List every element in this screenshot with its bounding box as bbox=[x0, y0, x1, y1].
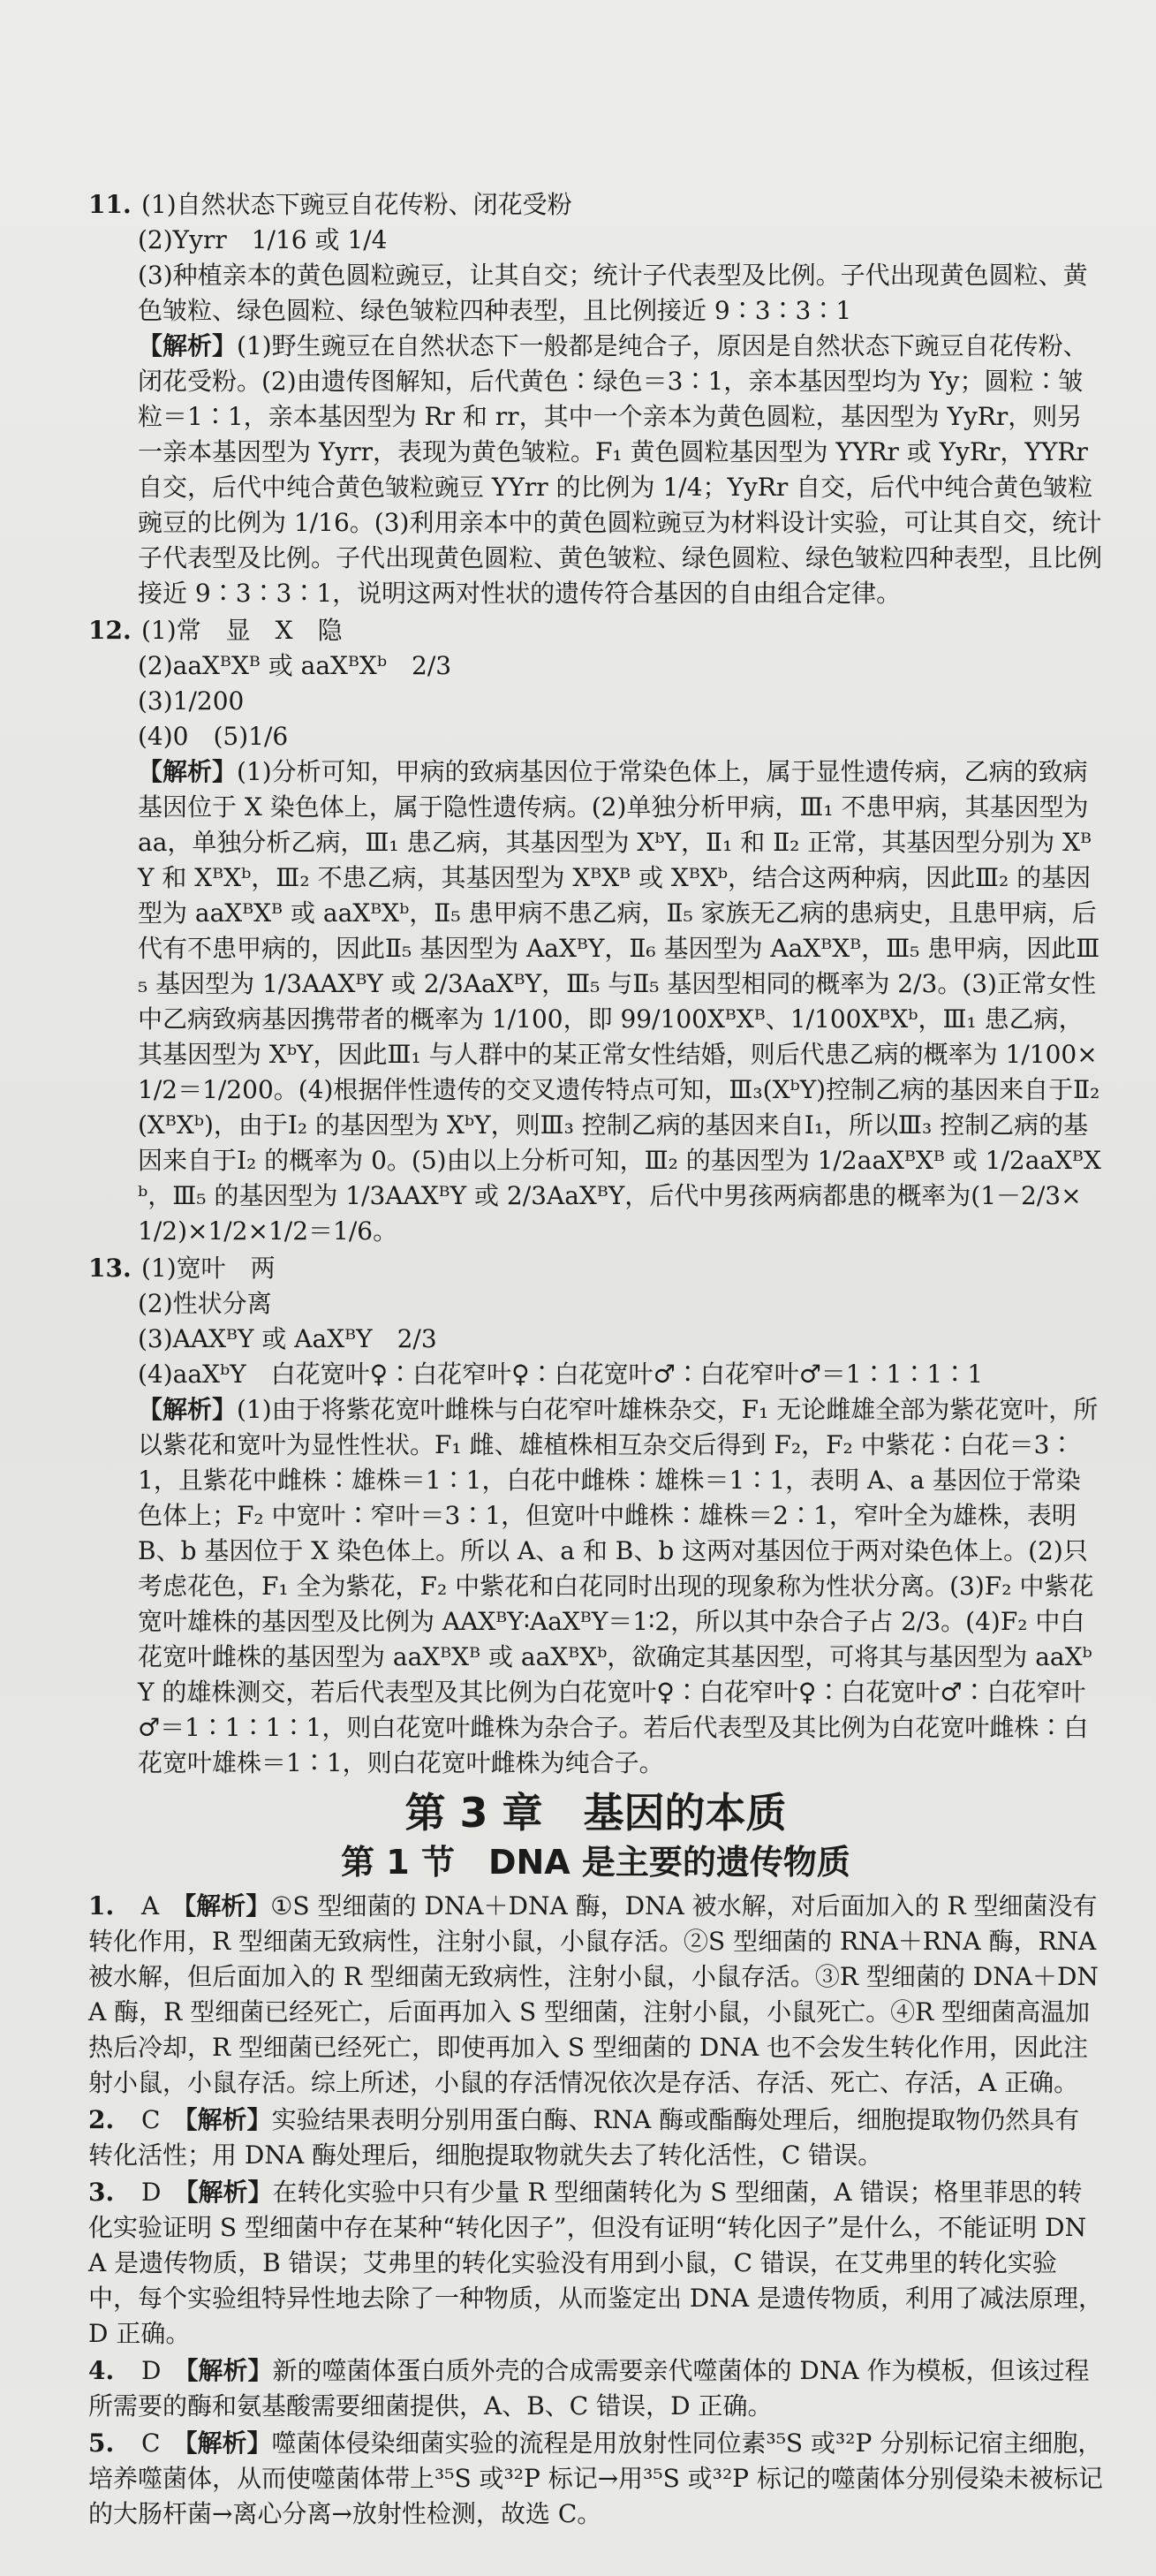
answer-part-1: (1)宽叶 两 bbox=[141, 1254, 276, 1283]
answer-part-2: (2)Yyrr 1/16 或 1/4 bbox=[138, 225, 388, 254]
question-number: 12. bbox=[88, 616, 132, 645]
answer-letter: C bbox=[141, 2105, 161, 2134]
answer-part-2: (2)性状分离 bbox=[138, 1289, 272, 1318]
question-number: 5. bbox=[88, 2428, 115, 2458]
mcq-item bbox=[88, 2353, 1103, 2424]
answer-part-1: (1)常 显 X 隐 bbox=[141, 616, 343, 645]
analysis-text: 噬菌体侵染细菌实验的流程是用放射性同位素³⁵S 或³²P 分别标记宿主细胞，培养噬菌体，从而使噬菌体带上³⁵S 或³²P 标记→用³⁵S 或³²P 标记的噬菌体分别侵染未被标记的大肠杆菌→离心分离→放射性检测，故选 C。 bbox=[88, 2428, 1103, 2528]
analysis-tag: 【解析】 bbox=[185, 2428, 272, 2458]
question-number: 3. bbox=[88, 2178, 115, 2207]
analysis-tag: 【解析】 bbox=[185, 2178, 273, 2207]
mcq-item bbox=[88, 1889, 1103, 2101]
analysis-tag: 【解析】 bbox=[185, 2105, 272, 2134]
mcq-item bbox=[88, 2426, 1103, 2532]
analysis-paragraph bbox=[88, 1392, 1103, 1781]
answer-part-3: (3)AAXᴮY 或 AaXᴮY 2/3 bbox=[138, 1324, 437, 1353]
analysis-tag: 【解析】 bbox=[184, 1891, 271, 1921]
answer-part-1: (1)自然状态下豌豆自花传粉、闭花受粉 bbox=[141, 190, 572, 219]
mcq-list bbox=[88, 1889, 1103, 2532]
analysis-tag: 【解析】 bbox=[185, 2356, 273, 2385]
analysis-text: (1)分析可知，甲病的致病基因位于常染色体上，属于显性遗传病，乙病的致病基因位于 X 染色体上，属于隐性遗传病。(2)单独分析甲病，Ⅲ₁ 不患甲病，其基因型为 aa，单独分析乙病，Ⅲ₁ 患乙病，其基因型为 XᵇY，Ⅱ₁ 和 Ⅱ₂ 正常，其基因型分别为 XᴮY 和 XᴮXᵇ，Ⅲ₂ 不患乙病，其基因型为 XᴮXᴮ 或 XᴮXᵇ，结合这两种病，因此Ⅲ₂ 的基因型为 aaXᴮXᴮ 或 aaXᴮXᵇ，Ⅱ₅ 患甲病不患乙病，Ⅱ₅ 家族无乙病的患病史，且患甲病，后代有不患甲病的，因此Ⅱ₅ 基因型为 AaXᴮY，Ⅱ₆ 基因型为 AaXᴮXᴮ，Ⅲ₅ 患甲病，因此Ⅲ₅ 基因型为 1/3AAXᴮY 或 2/3AaXᴮY，Ⅲ₅ 与Ⅱ₅ 基因型相同的概率为 2/3。(3)正常女性中乙病致病基因携带者的概率为 1/100，即 99/100XᴮXᴮ、1/100XᴮXᵇ，Ⅲ₁ 患乙病，其基因型为 XᵇY，因此Ⅲ₁ 与人群中的某正常女性结婚，则后代患乙病的概率为 1/100×1/2＝1/200。(4)根据伴性遗传的交叉遗传特点可知，Ⅲ₃(XᵇY)控制乙病的基因来自于Ⅱ₂(XᴮXᵇ)，由于Ⅰ₂ 的基因型为 XᵇY，则Ⅲ₃ 控制乙病的基因来自Ⅰ₁，所以Ⅲ₃ 控制乙病的基因来自于Ⅰ₂ 的概率为 0。(5)由以上分析可知，Ⅲ₂ 的基因型为 1/2aaXᴮXᴮ 或 1/2aaXᴮXᵇ，Ⅲ₅ 的基因型为 1/3AAXᴮY 或 2/3AaXᴮY，后代中男孩两病都患的概率为(1－2/3×1/2)×1/2×1/2＝1/6。 bbox=[138, 757, 1101, 1246]
question-number: 1. bbox=[88, 1891, 115, 1921]
answer-letter: D bbox=[141, 2178, 162, 2207]
analysis-text: ①S 型细菌的 DNA＋DNA 酶，DNA 被水解，对后面加入的 R 型细菌没有转化作用，R 型细菌无致病性，注射小鼠，小鼠存活。②S 型细菌的 RNA＋RNA 酶，RNA 被水解，但后面加入的 R 型细菌无致病性，注射小鼠，小鼠存活。③R 型细菌的 DNA＋DNA 酶，R 型细菌已经死亡，后面再加入 S 型细菌，注射小鼠，小鼠死亡。④R 型细菌高温加热后冷却，R 型细菌已经死亡，即使再加入 S 型细菌的 DNA 也不会发生转化作用，因此注射小鼠，小鼠存活。综上所述，小鼠的存活情况依次是存活、存活、死亡、存活，A 正确。 bbox=[88, 1891, 1105, 2097]
answer-letter: C bbox=[141, 2428, 161, 2458]
analysis-text: 新的噬菌体蛋白质外壳的合成需要亲代噬菌体的 DNA 作为模板，但该过程所需要的酶和氨基酸需要细菌提供，A、B、C 错误，D 正确。 bbox=[88, 2356, 1090, 2421]
chapter-title: 第 3 章 基因的本质 bbox=[404, 1789, 787, 1837]
analysis-paragraph bbox=[88, 329, 1103, 611]
answer-part-4: (4)0 (5)1/6 bbox=[138, 722, 289, 751]
analysis-text: (1)由于将紫花宽叶雌株与白花窄叶雄株杂交，F₁ 无论雌雄全部为紫花宽叶，所以紫花和宽叶为显性性状。F₁ 雌、雄植株相互杂交后得到 F₂，F₂ 中紫花∶白花＝3∶1，且紫花中雌株∶雄株＝1∶1，白花中雌株∶雄株＝1∶1，表明 A、a 基因位于常染色体上；F₂ 中宽叶∶窄叶＝3∶1，但宽叶中雌株∶雄株＝2∶1，窄叶全为雄株，表明 B、b 基因位于 X 染色体上。所以 A、a 和 B、b 这两对基因位于两对染色体上。(2)只考虑花色，F₁ 全为紫花，F₂ 中紫花和白花同时出现的现象称为性状分离。(3)F₂ 中紫花宽叶雄株的基因型及比例为 AAXᴮY∶AaXᴮY＝1∶2，所以其中杂合子占 2/3。(4)F₂ 中白花宽叶雌株的基因型为 aaXᴮXᴮ 或 aaXᴮXᵇ，欲确定其基因型，可将其与基因型为 aaXᵇY 的雄株测交，若后代表型及其比例为白花宽叶♀∶白花窄叶♀∶白花宽叶♂∶白花窄叶♂＝1∶1∶1∶1，则白花宽叶雌株为杂合子。若后代表型及其比例为白花宽叶雌株∶白花宽叶雄株＝1∶1，则白花宽叶雌株为纯合子。 bbox=[138, 1395, 1099, 1777]
question-number: 13. bbox=[88, 1254, 132, 1283]
section-title: 第 1 节 DNA 是主要的遗传物质 bbox=[341, 1843, 850, 1882]
answer-letter: A bbox=[141, 1891, 160, 1921]
analysis-paragraph bbox=[88, 754, 1103, 1249]
answer-part-4: (4)aaXᵇY 白花宽叶♀∶白花窄叶♀∶白花宽叶♂∶白花窄叶♂＝1∶1∶1∶1 bbox=[138, 1360, 984, 1389]
mcq-item bbox=[88, 2102, 1103, 2173]
question-13 bbox=[88, 1251, 1103, 1781]
analysis-text: (1)野生豌豆在自然状态下一般都是纯合子，原因是自然状态下豌豆自花传粉、闭花受粉。(2)由遗传图解知，后代黄色∶绿色＝3∶1，亲本基因型均为 Yy；圆粒∶皱粒＝1∶1，亲本基因型为 Rr 和 rr，其中一个亲本为黄色圆粒，基因型为 YyRr，则另一亲本基因型为 Yyrr，表现为黄色皱粒。F₁ 黄色圆粒基因型为 YYRr 或 YyRr，YYRr 自交，后代中纯合黄色皱粒豌豆 YYrr 的比例为 1/4；YyRr 自交，后代中纯合黄色皱粒豌豆的比例为 1/16。(3)利用亲本中的黄色圆粒豌豆为材料设计实验，可让其自交，统计子代表型及比例。子代出现黄色圆粒、黄色皱粒、绿色圆粒、绿色皱粒四种表型，且比例接近 9∶3∶3∶1，说明这两对性状的遗传符合基因的自由组合定律。 bbox=[138, 331, 1103, 608]
analysis-text: 在转化实验中只有少量 R 型细菌转化为 S 型细菌，A 错误；格里菲思的转化实验证明 S 型细菌中存在某种“转化因子”，但没有证明“转化因子”是什么，不能证明 DNA 是遗传物质，B 错误；艾弗里的转化实验没有用到小鼠，C 错误，在艾弗里的转化实验中，每个实验组特异性地去除了一种物质，从而鉴定出 DNA 是遗传物质，利用了减法原理，D 正确。 bbox=[88, 2178, 1103, 2348]
answer-letter: D bbox=[141, 2356, 162, 2385]
analysis-tag: 【解析】 bbox=[138, 331, 238, 360]
analysis-tag: 【解析】 bbox=[138, 1395, 238, 1424]
question-number: 2. bbox=[88, 2105, 115, 2134]
mcq-item bbox=[88, 2175, 1103, 2352]
answer-part-2: (2)aaXᴮXᴮ 或 aaXᴮXᵇ 2/3 bbox=[138, 651, 452, 680]
question-number: 11. bbox=[88, 190, 132, 219]
answer-part-3: (3)1/200 bbox=[138, 686, 245, 716]
question-number: 4. bbox=[88, 2356, 115, 2385]
analysis-text: 实验结果表明分别用蛋白酶、RNA 酶或酯酶处理后，细胞提取物仍然具有转化活性；用 DNA 酶处理后，细胞提取物就失去了转化活性，C 错误。 bbox=[88, 2105, 1080, 2170]
analysis-tag: 【解析】 bbox=[138, 757, 238, 786]
question-12 bbox=[88, 613, 1103, 1249]
answer-part-3: (3)种植亲本的黄色圆粒豌豆，让其自交；统计子代表型及比例。子代出现黄色圆粒、黄色皱粒、绿色圆粒、绿色皱粒四种表型，且比例接近 9∶3∶3∶1 bbox=[138, 261, 1088, 325]
question-11 bbox=[88, 187, 1103, 611]
